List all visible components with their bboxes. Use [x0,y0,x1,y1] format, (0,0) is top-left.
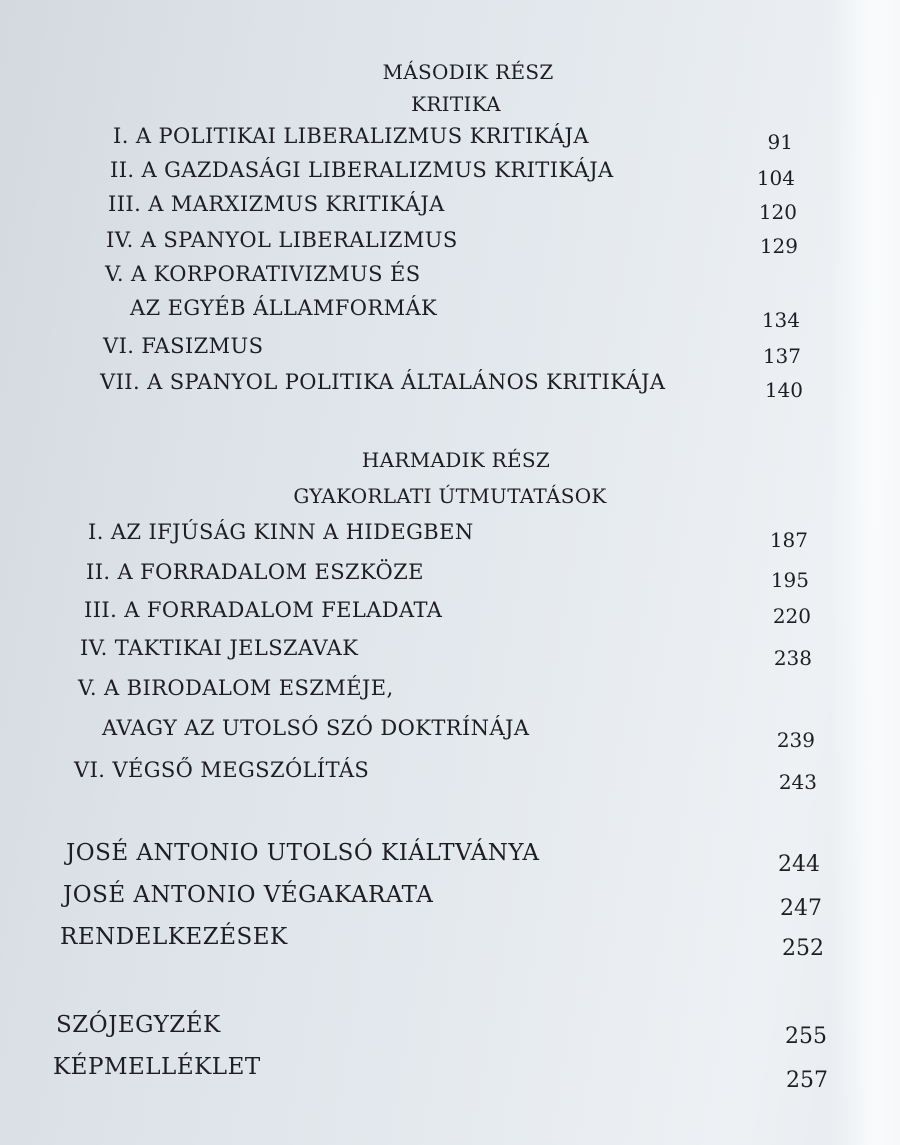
toc-entry: SZÓJEGYZÉK [56,1012,221,1038]
toc-entry: AZ EGYÉB ÁLLAMFORMÁK [130,296,438,320]
toc-page-number: 120 [758,200,797,224]
toc-page-number: 140 [764,378,803,402]
toc-entry: RENDELKEZÉSEK [60,924,288,950]
toc-entry: V. A BIRODALOM ESZMÉJE, [78,676,394,700]
toc-page-number: 129 [759,234,798,258]
toc-entry: JOSÉ ANTONIO UTOLSÓ KIÁLTVÁNYA [66,840,540,866]
toc-entry: JOSÉ ANTONIO VÉGAKARATA [63,882,434,908]
toc-entry: I. AZ IFJÚSÁG KINN A HIDEGBEN [88,520,474,544]
toc-entry: III. A FORRADALOM FELADATA [84,598,443,622]
toc-page-number: 252 [782,936,824,961]
toc-page-number: 244 [778,852,820,877]
toc-page-number: 137 [762,344,801,368]
toc-entry: VI. FASIZMUS [103,334,264,358]
toc-page-number: 195 [770,568,809,592]
toc-page-number: 238 [773,646,812,670]
toc-entry: III. A MARXIZMUS KRITIKÁJA [108,192,445,216]
toc-entry: II. A FORRADALOM ESZKÖZE [86,560,424,584]
toc-entry: VII. A SPANYOL POLITIKA ÁLTALÁNOS KRITIKÁJA [100,370,666,394]
toc-page-number: 134 [761,308,800,332]
toc-page-number: 91 [767,130,793,154]
toc-entry: KÉPMELLÉKLET [53,1054,261,1080]
toc-page-number: 247 [780,896,822,921]
toc-entry: I. A POLITIKAI LIBERALIZMUS KRITIKÁJA [113,124,589,148]
toc-entry: AVAGY AZ UTOLSÓ SZÓ DOKTRÍNÁJA [102,716,530,740]
toc-entry: II. A GAZDASÁGI LIBERALIZMUS KRITIKÁJA [110,158,614,182]
toc-entry: IV. A SPANYOL LIBERALIZMUS [106,228,458,252]
page-edge-highlight [830,0,900,1145]
toc-page-number: 257 [786,1068,828,1093]
toc-page-number: 187 [769,528,808,552]
part-subtitle-gyakorlati-utmutatasok: GYAKORLATI ÚTMUTATÁSOK [293,484,607,508]
toc-page-number: 243 [778,770,817,794]
toc-page-number: 255 [785,1024,827,1049]
part-title-harmadik-resz: HARMADIK RÉSZ [361,448,551,472]
toc-entry: V. A KORPORATIVIZMUS ÉS [105,262,421,286]
toc-page-number: 220 [772,604,811,628]
part-subtitle-kritika: KRITIKA [411,92,501,116]
part-title-masodik-resz: MÁSODIK RÉSZ [382,60,554,84]
toc-entry: IV. TAKTIKAI JELSZAVAK [80,636,359,660]
toc-page-number: 239 [776,728,815,752]
toc-entry: VI. VÉGSŐ MEGSZÓLÍTÁS [74,758,370,782]
toc-page-number: 104 [756,166,795,190]
